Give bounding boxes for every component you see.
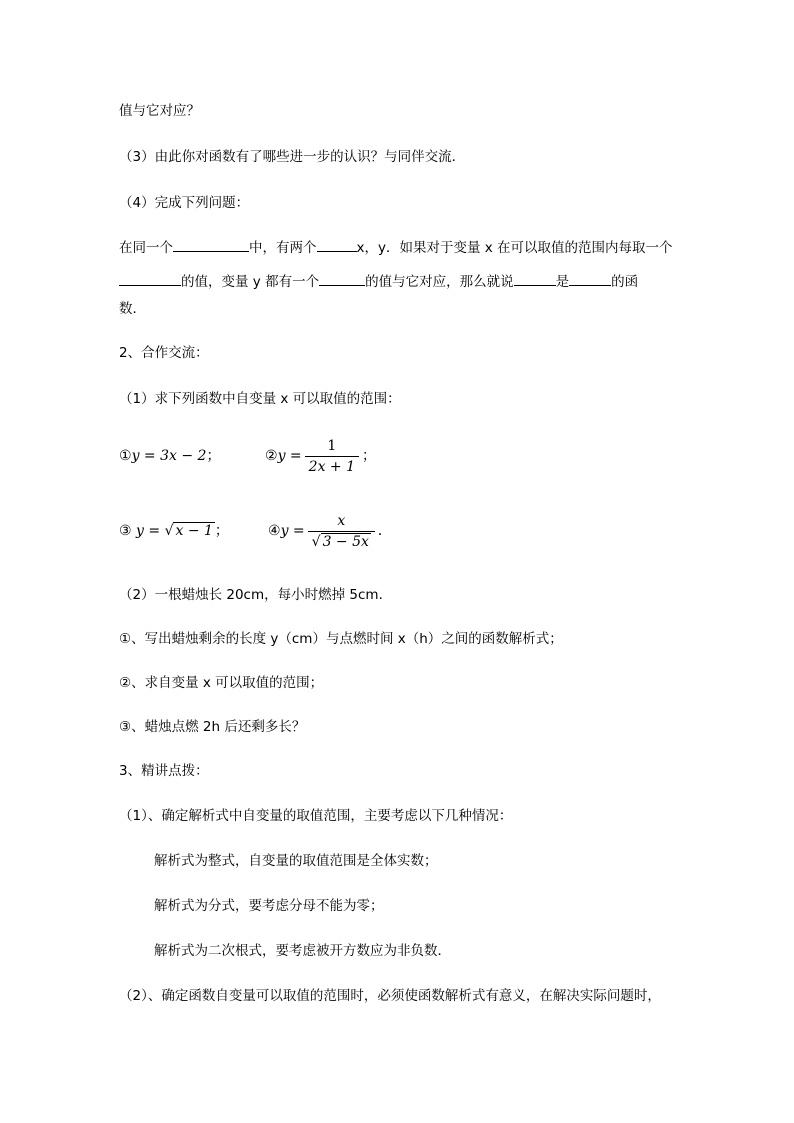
blank-field[interactable] [173, 237, 249, 252]
square-root: √ x − 1 [164, 523, 213, 539]
task-item: ①、写出蜡烛剩余的长度 y（cm）与点燃时间 x（h）之间的函数解析式； [119, 631, 563, 647]
formula-label: ② [265, 448, 278, 464]
blank-field[interactable] [514, 271, 556, 286]
text-line: 数． [119, 301, 146, 317]
fill-in-line-1 [119, 237, 673, 258]
formula-lhs: y = [136, 523, 161, 539]
indented-line: 解析式为整式，自变量的取值范围是全体实数； [154, 853, 438, 869]
denominator: 2x + 1 [305, 456, 359, 475]
section-heading-2: 2、合作交流： [119, 345, 209, 361]
task-item: ②、求自变量 x 可以取值的范围； [119, 675, 324, 691]
section-heading-3: 3、精讲点拨： [119, 763, 209, 779]
fraction [305, 438, 359, 475]
punctuation: ； [362, 448, 376, 464]
numerator: x [337, 512, 346, 529]
blank-field[interactable] [319, 271, 365, 286]
formula-lhs: y = [280, 523, 305, 539]
text-segment: x，y．如果对于变量 x 在可以取值的范围内每取一个 [356, 240, 673, 256]
formula-lhs: y = [277, 448, 302, 464]
text-segment: 的值与它对应，那么就说 [365, 274, 514, 290]
punctuation: ． [377, 523, 392, 539]
punctuation: ； [214, 523, 229, 539]
subquestion-2: （2）一根蜡烛长 20cm，每小时燃掉 5cm． [119, 587, 393, 603]
blank-field[interactable] [119, 271, 181, 286]
text-segment: 的值，变量 y 都有一个 [181, 274, 320, 290]
blank-field[interactable] [569, 271, 611, 286]
square-root: √ 3 − 5x [311, 533, 369, 550]
fill-in-line-2 [119, 271, 638, 292]
text-line: 值与它对应？ [119, 103, 200, 119]
formula-4 [268, 511, 392, 551]
denominator [308, 531, 375, 550]
point-1: （1）、确定解析式中自变量的取值范围，主要考虑以下几种情况： [119, 808, 513, 824]
task-item: ③、蜡烛点燃 2h 后还剩多长？ [119, 719, 306, 735]
fraction [308, 513, 375, 550]
question-4: （4）完成下列问题： [119, 195, 250, 211]
formula-label: ① [119, 448, 132, 464]
blank-field[interactable] [317, 237, 357, 252]
text-segment: 在同一个 [119, 240, 173, 256]
formula-expression: y = 3x − 2 [131, 448, 207, 464]
radicand: 3 − 5x [322, 533, 369, 550]
text-segment: 的函 [611, 274, 639, 290]
text-segment: 中，有两个 [249, 240, 317, 256]
formula-3 [119, 521, 229, 541]
formula-label: ③ [119, 523, 132, 539]
indented-line: 解析式为二次根式，要考虑被开方数应为非负数． [154, 943, 451, 959]
radicand: x − 1 [175, 523, 213, 539]
text-segment: 是 [555, 274, 570, 290]
punctuation: ； [206, 448, 221, 464]
numerator: 1 [327, 437, 337, 454]
point-2: （2）、确定函数自变量可以取值的范围时，必须使函数解析式有意义，在解决实际问题时， [119, 988, 661, 1004]
formula-label: ④ [268, 523, 281, 539]
formula-2 [265, 436, 376, 476]
question-3: （3）由此你对函数有了哪些进一步的认识？与同伴交流． [119, 149, 466, 165]
indented-line: 解析式为分式，要考虑分母不能为零； [154, 898, 384, 914]
formula-1 [119, 446, 220, 466]
subquestion-1: （1）求下列函数中自变量 x 可以取值的范围： [119, 391, 401, 407]
